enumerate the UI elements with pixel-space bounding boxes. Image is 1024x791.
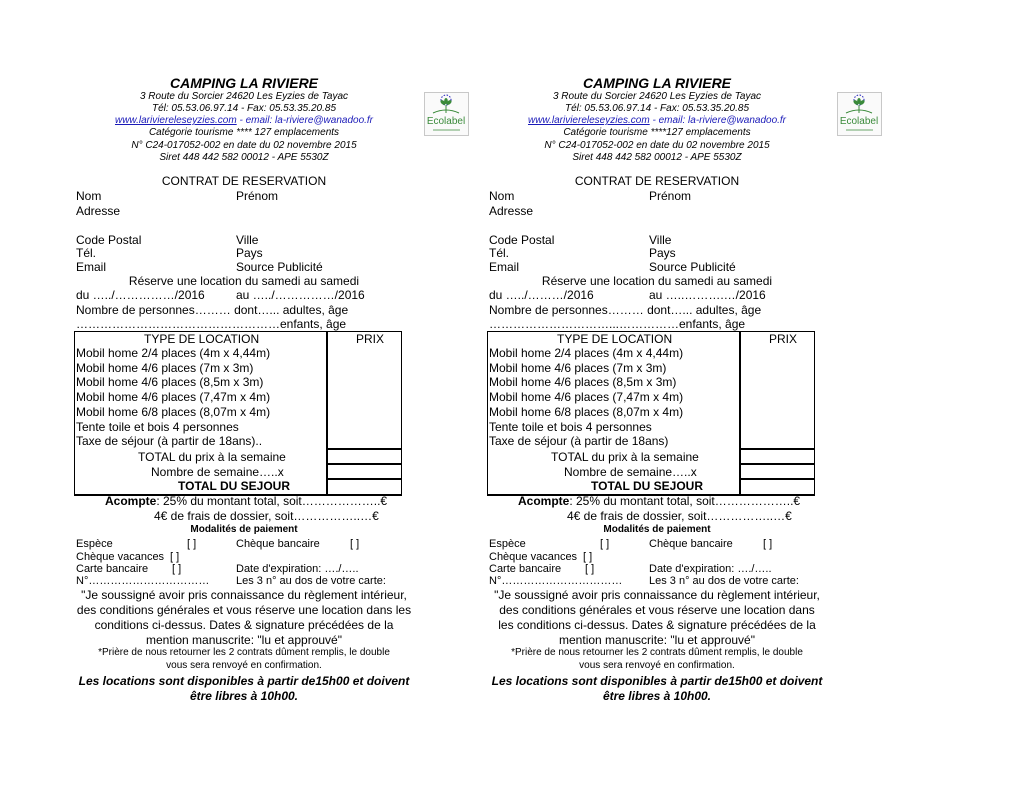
total-week-label: TOTAL du prix à la semaine bbox=[551, 450, 699, 464]
declaration-line: mention manuscrite: "lu et approuvé" bbox=[559, 633, 755, 647]
label-nom: Nom bbox=[489, 189, 515, 203]
rental-row: Mobil home 4/6 places (7m x 3m) bbox=[489, 360, 667, 375]
card-number: N°…………………………… bbox=[76, 575, 210, 587]
total-stay-label: TOTAL DU SEJOUR bbox=[178, 479, 291, 493]
footer-line: Les locations sont disponibles à partir de15h00 et doivent bbox=[78, 674, 410, 688]
label-tel: Tél. bbox=[489, 246, 510, 260]
price-column-divider bbox=[739, 331, 741, 495]
declaration-line: des conditions générales et vous réserve une location dans les bbox=[76, 603, 412, 617]
rental-row: Mobil home 4/6 places (8,5m x 3m) bbox=[76, 375, 264, 390]
reservation-form-left bbox=[74, 0, 466, 791]
rental-row: Taxe de séjour (à partir de 18ans) bbox=[489, 434, 669, 449]
deposit-label: Acompte bbox=[518, 494, 570, 508]
deposit-label: Acompte bbox=[105, 494, 157, 508]
camping-category: Catégorie tourisme ****127 emplacements bbox=[563, 127, 751, 138]
table-head-type: TYPE DE LOCATION bbox=[557, 332, 673, 346]
label-email: Email bbox=[489, 260, 520, 274]
deposit-line bbox=[105, 495, 387, 507]
checkbox-cheque-bancaire[interactable]: [ ] bbox=[763, 538, 773, 550]
rental-row: Tente toile et bois 4 personnes bbox=[489, 419, 652, 434]
ecolabel-flower-icon bbox=[838, 93, 881, 135]
label-pays: Pays bbox=[236, 246, 263, 260]
ecolabel-flower-icon bbox=[425, 93, 468, 135]
declaration-line: conditions ci-dessus. Dates & signature précédées de la bbox=[94, 618, 394, 632]
camping-phone-fax: Tél: 05.53.06.97.14 - Fax: 05.53.35.20.85 bbox=[564, 103, 750, 114]
contact-separator: - bbox=[239, 115, 243, 126]
reservation-period-text: Réserve une location du samedi au samedi bbox=[128, 274, 360, 288]
note-line: vous sera renvoyé en confirmation. bbox=[166, 660, 322, 671]
contact-line bbox=[74, 116, 414, 126]
email-link[interactable]: email: la-riviere@wanadoo.fr bbox=[245, 115, 374, 126]
note-line: *Prière de nous retourner les 2 contrats dûment remplis, le double bbox=[98, 647, 390, 658]
ecolabel-logo bbox=[837, 92, 882, 136]
camping-category: Catégorie tourisme **** 127 emplacements bbox=[148, 127, 340, 138]
card-expiration: Date d'expiration: …./….. bbox=[649, 563, 772, 575]
footer-line: Les locations sont disponibles à partir de15h00 et doivent bbox=[491, 674, 823, 688]
label-source: Source Publicité bbox=[236, 260, 323, 274]
table-head-prix: PRIX bbox=[356, 332, 385, 346]
card-cvv-note: Les 3 n° au dos de votre carte: bbox=[649, 575, 799, 587]
label-adresse: Adresse bbox=[489, 204, 534, 218]
price-cell-total-stay bbox=[741, 478, 814, 480]
camping-title: CAMPING LA RIVIERE bbox=[582, 75, 732, 91]
rental-row: Mobil home 4/6 places (7m x 3m) bbox=[76, 360, 254, 375]
label-adresse: Adresse bbox=[76, 204, 121, 218]
children-line: ……………………………………………enfants, âge bbox=[76, 317, 347, 331]
checkbox-cheque-bancaire[interactable]: [ ] bbox=[350, 538, 360, 550]
date-to: au …../……………/2016 bbox=[236, 288, 365, 302]
price-column-divider bbox=[326, 331, 328, 495]
declaration-line: les conditions ci-dessus. Dates & signature précédées de la bbox=[498, 618, 816, 632]
reservation-period-text: Réserve une location du samedi au samedi bbox=[541, 274, 773, 288]
file-fee-line: 4€ de frais de dossier, soit……………..…€ bbox=[154, 509, 379, 523]
label-source: Source Publicité bbox=[649, 260, 736, 274]
price-cell-total-week bbox=[741, 448, 814, 450]
camping-license: N° C24-017052-002 en date du 02 novembre 2015 bbox=[544, 140, 770, 151]
payment-espece: Espèce bbox=[76, 538, 113, 550]
contract-title: CONTRAT DE RESERVATION bbox=[574, 174, 740, 188]
contact-line bbox=[487, 116, 827, 126]
date-from: du …../……………/2016 bbox=[76, 288, 205, 302]
rental-row: Mobil home 6/8 places (8,07m x 4m) bbox=[489, 404, 684, 419]
card-cvv-note: Les 3 n° au dos de votre carte: bbox=[236, 575, 386, 587]
reservation-form-right bbox=[487, 0, 879, 791]
note-line: *Prière de nous retourner les 2 contrats dûment remplis, le double bbox=[511, 647, 803, 658]
contact-separator: - bbox=[652, 115, 656, 126]
date-from: du …../………/2016 bbox=[489, 288, 594, 302]
payment-espece: Espèce bbox=[489, 538, 526, 550]
rental-row: Taxe de séjour (à partir de 18ans).. bbox=[76, 434, 263, 449]
checkbox-carte[interactable]: [ ] bbox=[172, 563, 182, 575]
footer-line: être libres à 10h00. bbox=[189, 689, 299, 703]
camping-phone-fax: Tél: 05.53.06.97.14 - Fax: 05.53.35.20.85 bbox=[151, 103, 337, 114]
checkbox-espece[interactable]: [ ] bbox=[600, 538, 610, 550]
persons-line: Nombre de personnes……… dont…... adultes, âge bbox=[76, 303, 349, 317]
rental-row: Tente toile et bois 4 personnes bbox=[76, 419, 239, 434]
rental-row: Mobil home 4/6 places (7,47m x 4m) bbox=[489, 390, 684, 405]
website-link[interactable]: www.lariviereleseyzies.com bbox=[527, 115, 650, 126]
declaration-line: mention manuscrite: "lu et approuvé" bbox=[146, 633, 342, 647]
label-tel: Tél. bbox=[76, 246, 97, 260]
checkbox-espece[interactable]: [ ] bbox=[187, 538, 197, 550]
contract-title: CONTRAT DE RESERVATION bbox=[161, 174, 327, 188]
weeks-label: Nombre de semaine…..x bbox=[564, 465, 697, 479]
table-head-prix: PRIX bbox=[769, 332, 798, 346]
checkbox-cheque-vacances[interactable]: [ ] bbox=[170, 551, 180, 563]
camping-title: CAMPING LA RIVIERE bbox=[169, 75, 319, 91]
camping-address: 3 Route du Sorcier 24620 Les Eyzies de Tayac bbox=[139, 91, 349, 102]
children-line: …………………………...……………enfants, âge bbox=[489, 317, 746, 331]
price-cell-weeks bbox=[328, 463, 401, 465]
weeks-label: Nombre de semaine…..x bbox=[151, 465, 284, 479]
label-ville: Ville bbox=[649, 233, 672, 247]
persons-line: Nombre de personnes……… dont…... adultes, âge bbox=[489, 303, 762, 317]
label-prenom: Prénom bbox=[236, 189, 279, 203]
table-head-type: TYPE DE LOCATION bbox=[144, 332, 260, 346]
ecolabel-logo bbox=[424, 92, 469, 136]
price-cell-weeks bbox=[741, 463, 814, 465]
payment-cheque-vacances: Chèque vacances bbox=[489, 551, 578, 563]
declaration-line: "Je soussigné avoir pris connaissance du règlement intérieur, bbox=[494, 588, 820, 602]
checkbox-carte[interactable]: [ ] bbox=[585, 563, 595, 575]
ecolabel-text: Ecolabel bbox=[426, 116, 466, 127]
card-number: N°…………………………… bbox=[489, 575, 623, 587]
deposit-line bbox=[518, 495, 800, 507]
ecolabel-text: Ecolabel bbox=[839, 116, 879, 127]
camping-siret: Siret 448 442 582 00012 - APE 5530Z bbox=[159, 152, 329, 163]
checkbox-cheque-vacances[interactable]: [ ] bbox=[583, 551, 593, 563]
payment-carte: Carte bancaire bbox=[76, 563, 149, 575]
label-pays: Pays bbox=[649, 246, 676, 260]
price-cell-total-stay bbox=[328, 478, 401, 480]
payment-cheque-bancaire: Chèque bancaire bbox=[236, 538, 320, 550]
total-week-label: TOTAL du prix à la semaine bbox=[138, 450, 286, 464]
rental-row: Mobil home 2/4 places (4m x 4,44m) bbox=[489, 346, 684, 360]
file-fee-line: 4€ de frais de dossier, soit……………..…€ bbox=[567, 509, 792, 523]
website-link[interactable]: www.lariviereleseyzies.com bbox=[114, 115, 237, 126]
declaration-line: "Je soussigné avoir pris connaissance du règlement intérieur, bbox=[81, 588, 407, 602]
card-expiration: Date d'expiration: …./….. bbox=[236, 563, 359, 575]
deposit-text: : 25% du montant total, soit………………..€ bbox=[156, 494, 388, 508]
payment-title: Modalités de paiement bbox=[190, 524, 298, 535]
declaration-line: des conditions générales et vous réserve une location dans bbox=[499, 603, 815, 617]
payment-cheque-vacances: Chèque vacances bbox=[76, 551, 165, 563]
price-cell-total-week bbox=[328, 448, 401, 450]
footer-line: être libres à 10h00. bbox=[602, 689, 712, 703]
note-line: vous sera renvoyé en confirmation. bbox=[579, 660, 735, 671]
label-email: Email bbox=[76, 260, 107, 274]
label-code-postal: Code Postal bbox=[76, 233, 142, 247]
rental-row: Mobil home 6/8 places (8,07m x 4m) bbox=[76, 404, 271, 419]
label-nom: Nom bbox=[76, 189, 102, 203]
label-prenom: Prénom bbox=[649, 189, 692, 203]
payment-cheque-bancaire: Chèque bancaire bbox=[649, 538, 733, 550]
rental-row: Mobil home 2/4 places (4m x 4,44m) bbox=[76, 346, 271, 360]
email-link[interactable]: email: la-riviere@wanadoo.fr bbox=[658, 115, 787, 126]
label-code-postal: Code Postal bbox=[489, 233, 555, 247]
rental-row: Mobil home 4/6 places (8,5m x 3m) bbox=[489, 375, 677, 390]
payment-carte: Carte bancaire bbox=[489, 563, 562, 575]
rental-row: Mobil home 4/6 places (7,47m x 4m) bbox=[76, 390, 271, 405]
camping-address: 3 Route du Sorcier 24620 Les Eyzies de Tayac bbox=[552, 91, 762, 102]
date-to: au …..……….…/2016 bbox=[649, 288, 766, 302]
deposit-text: : 25% du montant total, soit………………..€ bbox=[569, 494, 801, 508]
payment-title: Modalités de paiement bbox=[603, 524, 711, 535]
label-ville: Ville bbox=[236, 233, 259, 247]
total-stay-label: TOTAL DU SEJOUR bbox=[591, 479, 704, 493]
camping-siret: Siret 448 442 582 00012 - APE 5530Z bbox=[572, 152, 742, 163]
camping-license: N° C24-017052-002 en date du 02 novembre 2015 bbox=[131, 140, 357, 151]
